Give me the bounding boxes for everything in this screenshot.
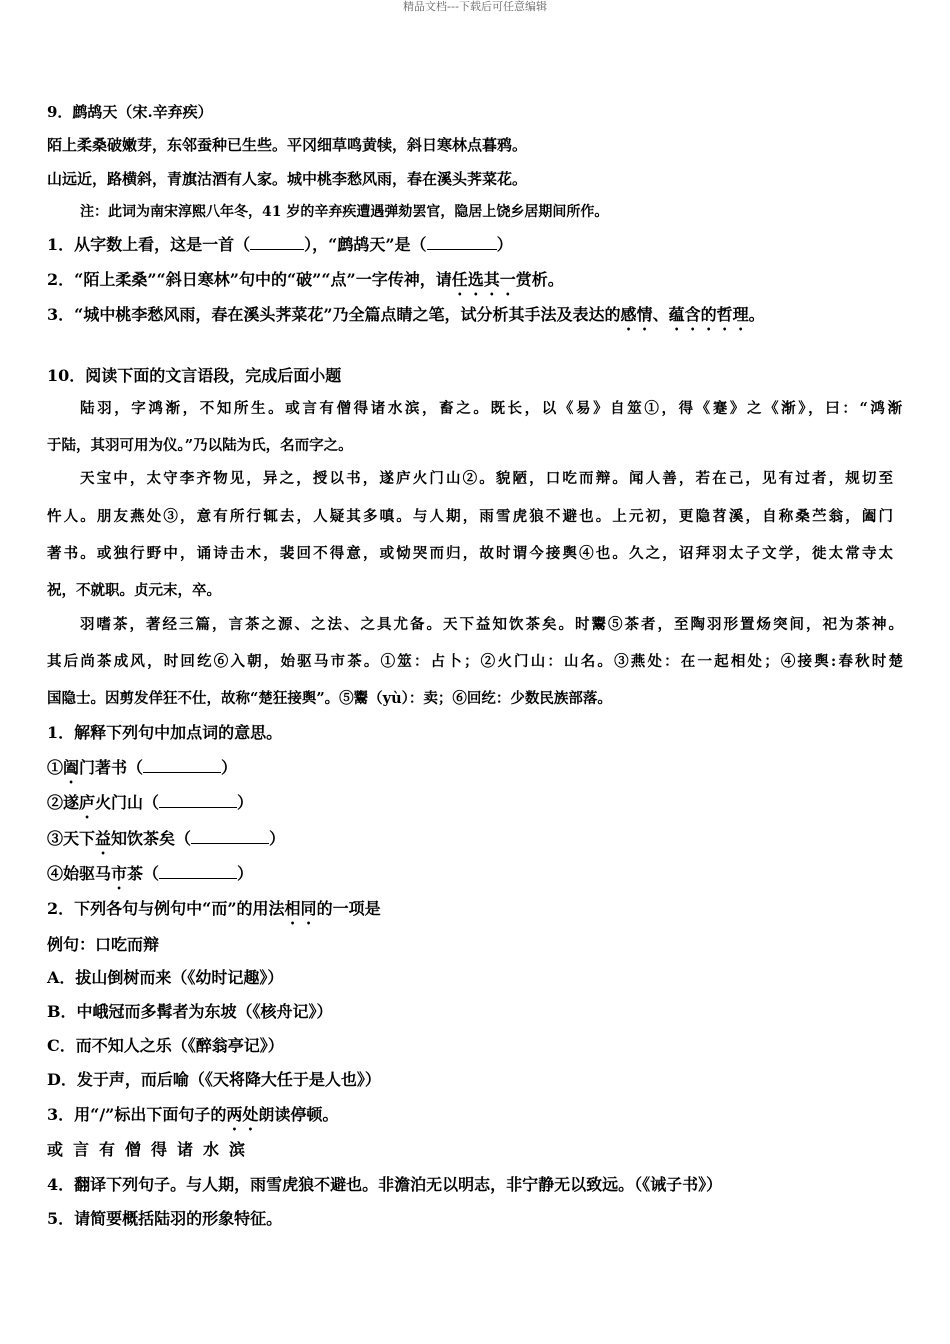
option-b[interactable]: B．中峨冠而多髯者为东坡（《核舟记》） <box>47 1002 333 1021</box>
answer-blank[interactable] <box>143 758 221 773</box>
emphasis-dots-text: 相同 <box>284 899 317 918</box>
q10-sub-1-item-3: ③天下益知饮茶矣（ ） <box>47 829 286 848</box>
q9-poem-line-2: 山远近，路横斜，青旗沽酒有人家。城中桃李愁风雨，春在溪头荠菜花。 <box>47 170 528 188</box>
passage-p3-line-3: 国隐士。因剪发佯狂不仕，故称“楚狂接舆”。⑤鬻（yù）：卖；⑥回纥：少数民族部落。 <box>47 690 612 707</box>
answer-blank[interactable] <box>159 793 237 808</box>
option-d[interactable]: D．发于声，而后喻（《天将降大任于是人也》） <box>47 1070 381 1089</box>
q10-sub-2-example: 例句：口吃而辩 <box>47 935 160 954</box>
passage-p1-line-1: 陆羽，字鸿渐，不知所生。或言有僧得诸水滨，畜之。既长，以《易》自筮①，得《蹇》之《渐》，曰：“鸿渐 <box>80 400 902 417</box>
option-a[interactable]: A．拔山倒树而来（《幼时记趣》） <box>47 968 284 987</box>
q10-sub-1-item-4: ④始驱马市茶（ ） <box>47 864 254 883</box>
q10-sub-2: 2．下列各句与例句中“而”的用法相同的一项是 <box>47 899 381 918</box>
q10-sub-4: 4．翻译下列句子。与人期，雨雪虎狼不避也。非澹泊无以明志，非宁静无以致远。（《诫子书》） <box>47 1175 723 1194</box>
q10-sub-1: 1．解释下列句中加点词的意思。 <box>47 723 283 742</box>
emphasis-dots-text: 感情 <box>620 305 653 324</box>
q9-sub-3: 3．“城中桃李愁风雨，春在溪头荠菜花”乃全篇点睛之笔，试分析其手法及表达的感情、蕴含的哲理。 <box>47 305 765 324</box>
q9-sub-1: 1．从字数上看，这是一首（ ），“鹧鸪天”是（ ） <box>47 235 513 254</box>
page-watermark: 精品文档---下载后可任意编辑 <box>403 0 547 13</box>
passage-p2-line-2: 忤人。朋友燕处③，意有所行辄去，人疑其多嗔。与人期，雨雪虎狼不避也。上元初，更隐苕溪，自称桑苎翁，阖门 <box>47 508 893 525</box>
q9-poem-line-1: 陌上柔桑破嫩芽，东邻蚕种已生些。平冈细草鸣黄犊，斜日寒林点暮鸦。 <box>47 136 528 154</box>
answer-blank[interactable] <box>250 235 304 250</box>
q9-sub-2: 2．“陌上柔桑”“斜日寒林”句中的“破”“点”一字传神，请任选其一赏析。 <box>47 270 564 289</box>
passage-p3-line-1: 羽嗜茶，著经三篇，言茶之源、之法、之具尤备。天下益知饮茶矣。时鬻⑤茶者，至陶羽形置炀突间，祀为茶神。 <box>80 616 903 633</box>
answer-blank[interactable] <box>427 235 497 250</box>
emphasis-dots-text: 庐 <box>79 793 96 812</box>
emphasis-dots-text: 任选其一 <box>451 270 516 289</box>
passage-p2-line-1: 天宝中，太守李齐物见，异之，授以书，遂庐火门山②。貌陋，口吃而辩。闻人善，若在己，见有过者，规切至 <box>80 470 893 487</box>
emphasis-dots-text: 市 <box>111 864 128 883</box>
q9-note: 注：此词为南宋淳熙八年冬，41 岁的辛弃疾遭遇弹劾罢官，隐居上饶乡居期间所作。 <box>80 204 609 220</box>
q9-title: 9．鹧鸪天（宋.辛弃疾） <box>47 103 213 121</box>
q10-sub-1-item-2: ②遂庐火门山（ ） <box>47 793 254 812</box>
passage-p2-line-3: 著书。或独行野中，诵诗击木，裴回不得意，或恸哭而归，故时谓今接舆④也。久之，诏拜羽太子文学，徙太常寺太 <box>47 545 893 562</box>
q10-sub-1-item-1: ①阖门著书（ ） <box>47 758 238 777</box>
emphasis-dots-text: 两处 <box>226 1105 259 1124</box>
passage-p3-line-2: 其后尚茶成风，时回纥⑥入朝，始驱马市茶。①筮：占卜；②火门山：山名。③燕处：在一起相处；④接舆:春秋时楚 <box>47 653 903 670</box>
option-c[interactable]: C．而不知人之乐（《醉翁亭记》） <box>47 1036 284 1055</box>
answer-blank[interactable] <box>191 829 269 844</box>
passage-p2-line-4: 祝，不就职。贞元末，卒。 <box>47 582 221 599</box>
passage-p1-line-2: 于陆，其羽可用为仪。”乃以陆为氏，名而字之。 <box>47 437 353 454</box>
q10-title: 10．阅读下面的文言语段，完成后面小题 <box>47 366 342 385</box>
emphasis-dots-text: 益 <box>95 829 112 848</box>
answer-blank[interactable] <box>159 864 237 879</box>
emphasis-dots-text: 阖 <box>63 758 80 777</box>
q10-sub-3: 3．用“/”标出下面句子的两处朗读停顿。 <box>47 1105 339 1124</box>
q10-sub-5: 5．请简要概括陆羽的形象特征。 <box>47 1209 283 1228</box>
emphasis-dots-text: 蕴含的哲理 <box>668 305 749 324</box>
q10-sub-3-sentence: 或言有僧得诸水滨 <box>47 1140 256 1159</box>
